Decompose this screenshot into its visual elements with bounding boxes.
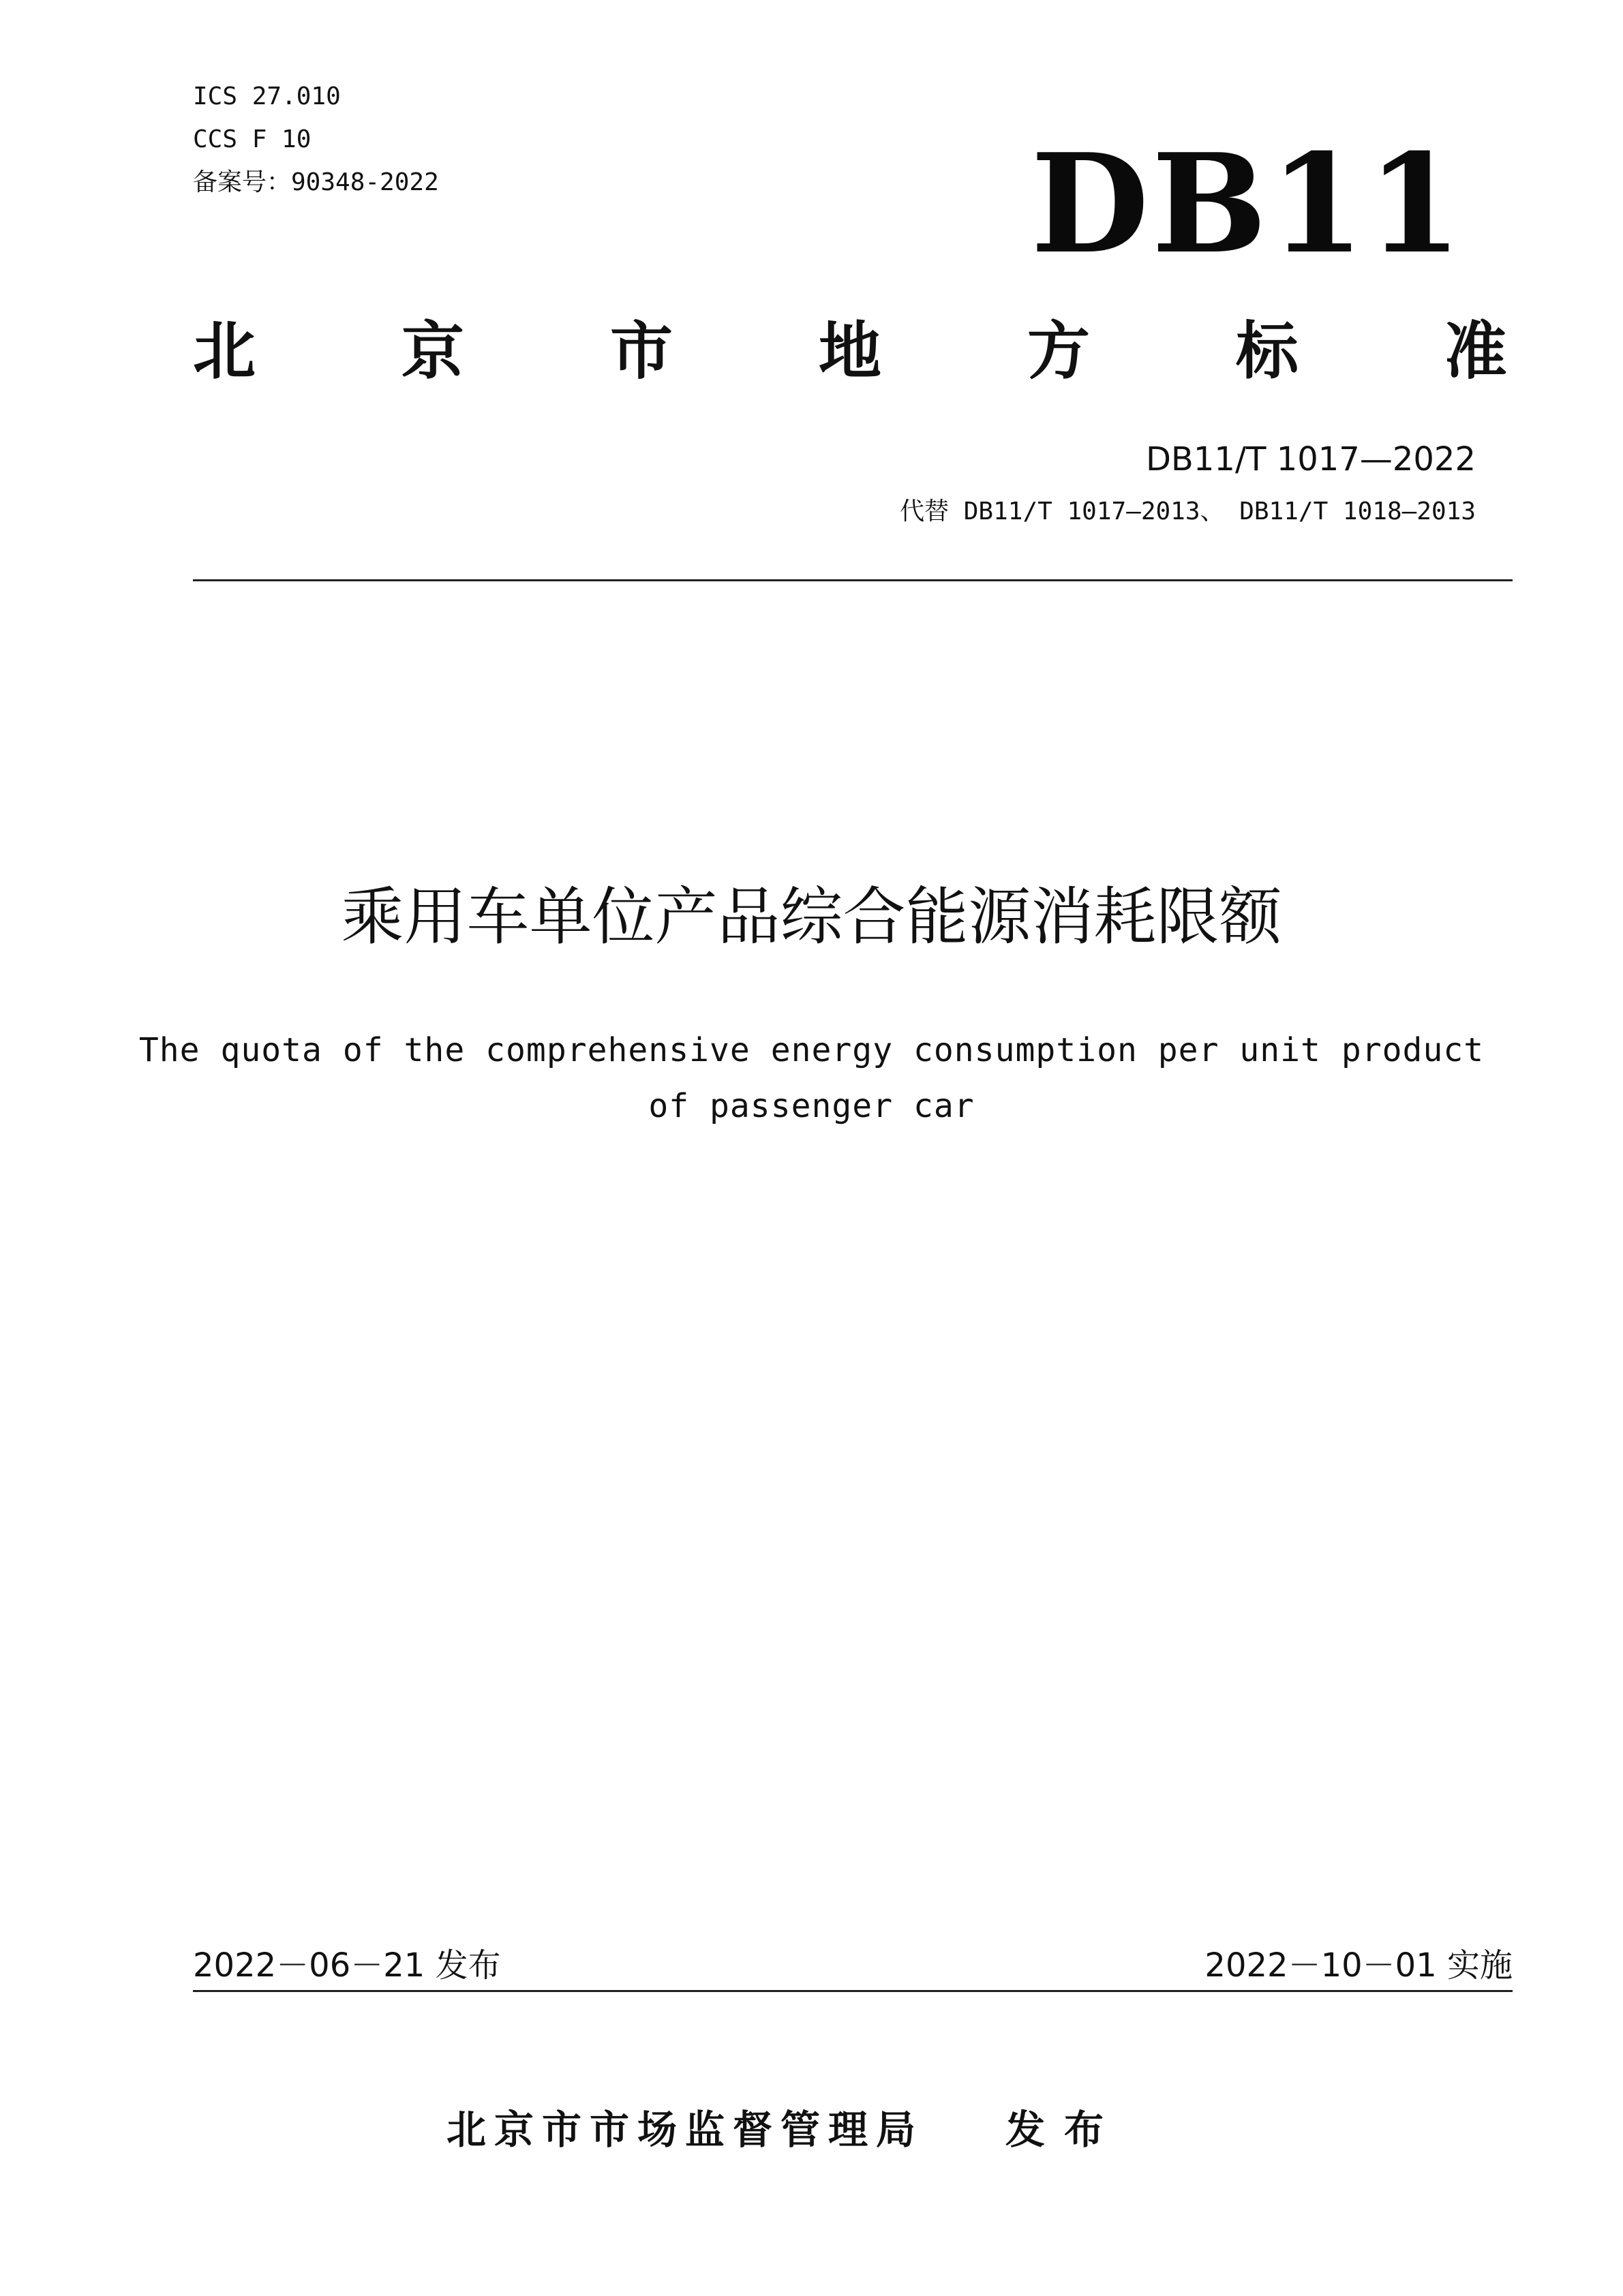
effective-date: 2022－10－01 实施 xyxy=(1204,1946,1513,1985)
filing-number: 备案号：90348-2022 xyxy=(193,168,439,196)
standard-type-char: 京 xyxy=(401,315,464,388)
document-title-chinese: 乘用车单位产品综合能源消耗限额 xyxy=(341,881,1282,953)
standard-type-char: 北 xyxy=(193,315,256,388)
standard-number: DB11/T 1017—2022 xyxy=(1145,440,1476,478)
ics-code: ICS 27.010 xyxy=(193,82,341,110)
standard-type-char: 标 xyxy=(1235,315,1299,388)
standard-type-char: 地 xyxy=(818,315,881,388)
issue-date: 2022－06－21 发布 xyxy=(193,1946,501,1985)
replaces-standards: 代替 DB11/T 1017—2013、 DB11/T 1018—2013 xyxy=(900,498,1476,525)
standard-type-heading xyxy=(193,315,1507,388)
ccs-code: CCS F 10 xyxy=(193,125,312,153)
publish-label: 发布 xyxy=(1005,2107,1123,2153)
header-divider xyxy=(193,579,1513,581)
standard-type-char: 准 xyxy=(1444,315,1507,388)
db11-logo: DB11 xyxy=(1031,124,1465,284)
document-title-english: The quota of the comprehensive energy consumption per unit product of passenger car xyxy=(138,1031,1485,1125)
footer-divider xyxy=(193,1990,1513,1992)
standard-type-char: 方 xyxy=(1027,315,1090,388)
publisher-block xyxy=(446,2098,1123,2155)
standard-type-char: 市 xyxy=(609,315,673,388)
publisher-name: 北京市市场监督管理局 xyxy=(446,2107,924,2153)
